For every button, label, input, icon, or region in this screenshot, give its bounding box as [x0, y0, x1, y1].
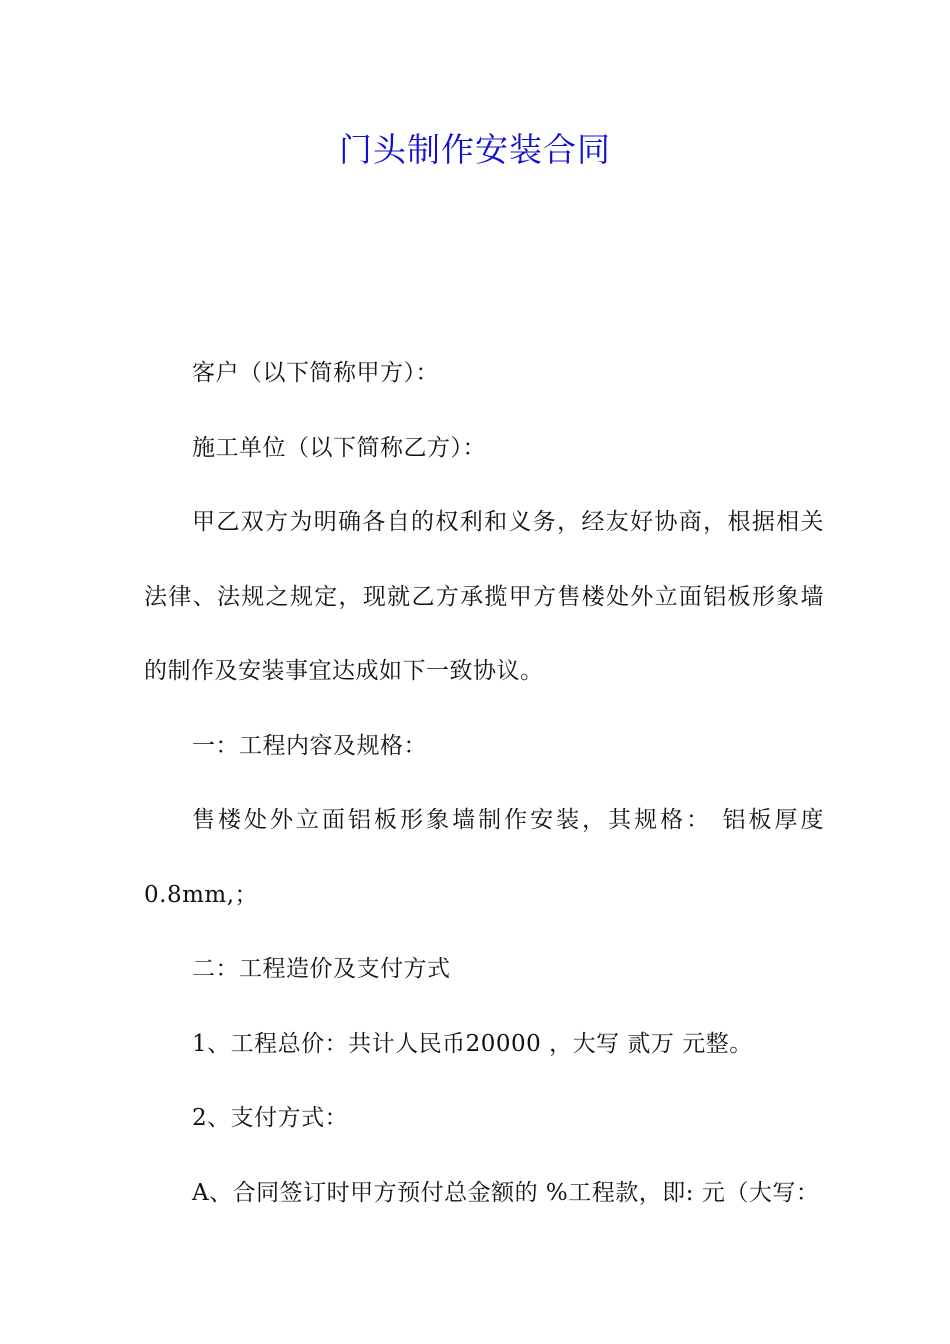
total-price-line: 1、工程总价：共计人民币20000 ，大写 贰万 元整。 [192, 1030, 753, 1057]
section-two-heading: 二：工程造价及支付方式 [192, 956, 451, 982]
document-body [144, 336, 824, 1230]
section-one-heading: 一：工程内容及规格： [192, 732, 427, 759]
payment-method-line: 2、支付方式： [192, 1105, 349, 1131]
agreement-intro-paragraph: 甲乙双方为明确各自的权利和义务，经友好协商，根据相关法律、法规之规定，现就乙方承揽甲方售楼处外立面铝板形象墙的制作及安装事宜达成如下一致协议。 [144, 509, 824, 684]
client-line: 客户（以下简称甲方）： [192, 360, 439, 386]
specification-paragraph: 售楼处外立面铝板形象墙制作安装，其规格： 铝板厚度0.8mm,； [144, 807, 824, 908]
document-title: 门头制作安装合同 [339, 130, 611, 169]
contractor-line: 施工单位（以下简称乙方）： [192, 434, 486, 461]
payment-item-a-line: A、合同签订时甲方预付总金额的 %工程款，即: 元（大写： [192, 1179, 820, 1206]
